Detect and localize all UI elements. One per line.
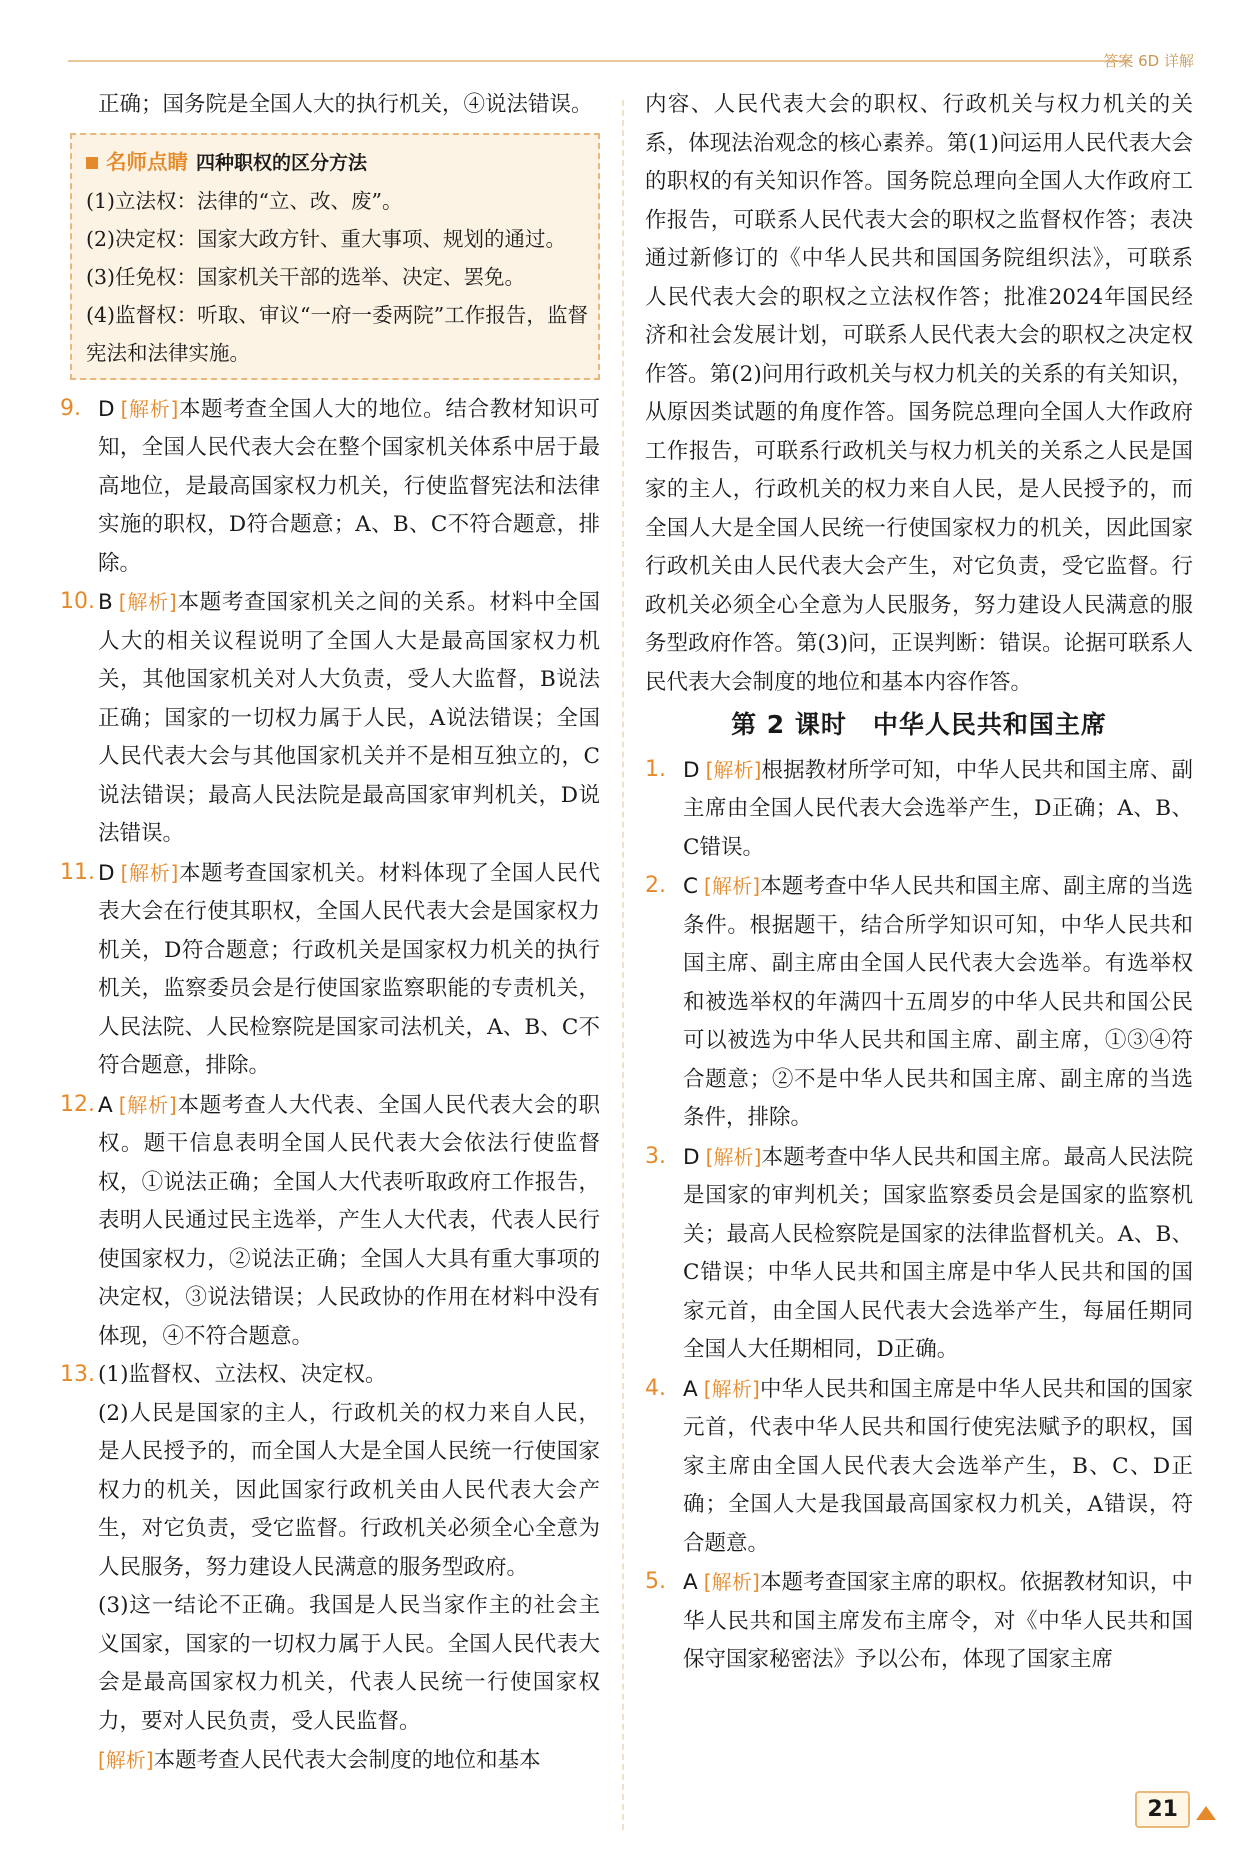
analysis-tag: [解析]: [703, 1570, 760, 1594]
analysis-tag: [解析]: [704, 874, 761, 898]
answer-letter: A: [683, 1570, 698, 1595]
question-number: 12.: [60, 1091, 95, 1117]
tip-bullet-icon: [86, 157, 98, 169]
answer-letter: D: [98, 396, 115, 422]
answer-part-3: (3)这一结论不正确。我国是人民当家作主的社会主义国家，国家的一切权力属于人民。全国人民代表大会是最高国家权力机关，代表人民统一行使国家权力，要对人民负责，受人民监督。: [98, 1593, 600, 1734]
answer-letter: C: [683, 874, 699, 899]
answer-part-analysis: [60, 1741, 600, 1781]
analysis-text: 本题考查中华人民共和国主席。最高人民法院是国家的审判机关；国家监察委员会是国家的监察机关；最高人民检察院是国家的法律监督机关。A、B、C错误；中华人民共和国主席是中华人民共和国的国家元首，由全国人民代表大会选举产生，每届任期同全国人大任期相同，D正确。: [683, 1144, 1193, 1362]
analysis-tag: [解析]: [118, 1092, 177, 1117]
column-divider: [622, 100, 624, 1830]
tip-box: [70, 133, 600, 380]
continued-analysis: 内容、人民代表大会的职权、行政机关与权力机关的关系，体现法治观念的核心素养。第(1)问运用人民代表大会的职权的有关知识作答。国务院总理向全国人大作政府工作报告，可联系人民代表大会的职权之监督权作答；表决通过新修订的《中华人民共和国国务院组织法》，可联系人民代表大会的职权之立法权作答；批准2024年国民经济和社会发展计划，可联系人民代表大会的职权之决定权作答。第(2)问用行政机关与权力机关的关系的有关知识，从原因类试题的角度作答。国务院总理向全国人大作政府工作报告，可联系行政机关与权力机关的关系之人民是国家的主人，行政机关的权力来自人民，是人民授予的，而全国人大是全国人民统一行使国家权力的机关，因此国家行政机关由人民代表大会产生，对它负责，受它监督。行政机关必须全心全意为人民服务，努力建设人民满意的服务型政府作答。第(3)问，正误判断：错误。论据可联系人民代表大会制度的地位和基本内容作答。: [645, 92, 1193, 695]
analysis-tag: [解析]: [120, 860, 179, 885]
tip-item: (3)任免权：国家机关干部的选举、决定、罢免。: [86, 264, 526, 289]
analysis-tag: [解析]: [118, 590, 177, 614]
answer-item-9: [60, 390, 600, 584]
tip-header: [86, 143, 588, 182]
answer-letter: B: [98, 590, 113, 615]
analysis-text: 根据教材所学可知，中华人民共和国主席、副主席由全国人民代表大会选举产生，D正确；A、B、C错误。: [683, 757, 1193, 860]
header-rule: [68, 60, 1130, 62]
analysis-text: 本题考查人大代表、全国人民代表大会的职权。题干信息表明全国人民代表大会依法行使监督权，①说法正确；全国人大代表听取政府工作报告，表明人民通过民主选举，产生人大代表，代表人民行使国家权力，②说法正确；全国人大具有重大事项的决定权，③说法错误；人民政协的作用在材料中没有体现，④不符合题意。: [98, 1092, 600, 1349]
analysis-tag: [解析]: [120, 396, 179, 421]
left-column: [60, 86, 600, 1781]
page-number: 21: [1135, 1791, 1190, 1828]
tip-title: 名师点睛: [106, 149, 188, 174]
answer-letter: D: [683, 757, 700, 783]
answer-item-12: [60, 1086, 600, 1357]
question-number: 2.: [645, 873, 666, 898]
analysis-text: 中华人民共和国主席是中华人民共和国的国家元首，代表中华人民共和国行使宪法赋予的职权，国家主席由全国人民代表大会选举产生，B、C、D正确；全国人大是我国最高国家权力机关，A错误，符合题意。: [683, 1376, 1193, 1556]
tip-item: (1)立法权：法律的“立、改、废”。: [86, 188, 403, 213]
header-label: 答案 6D 详解: [1103, 52, 1194, 70]
tip-item: (2)决定权：国家大政方针、重大事项、规划的通过。: [86, 226, 567, 251]
answer-letter: A: [683, 1376, 698, 1402]
intro-text: 正确；国务院是全国人大的执行机关，④说法错误。: [98, 92, 593, 117]
analysis-text: 本题考查全国人大的地位。结合教材知识可知，全国人民代表大会在整个国家机关体系中居于最高地位，是最高国家权力机关，行使监督宪法和法律实施的职权，D符合题意；A、B、C不符合题意，排除。: [98, 396, 600, 576]
answer-letter: D: [683, 1144, 700, 1170]
analysis-text: 本题考查人民代表大会制度的地位和基本: [153, 1748, 541, 1773]
answer-item-r2: [645, 867, 1193, 1138]
page-arrow-icon: [1196, 1806, 1216, 1820]
analysis-text: 本题考查国家机关之间的关系。材料中全国人大的相关议程说明了全国人大是最高国家权力机关，其他国家机关对人大负责，受人大监督，B说法正确；国家的一切权力属于人民，A说法错误；全国人民代表大会与其他国家机关并不是相互独立的，C说法错误；最高人民法院是最高国家审判机关，D说法错误。: [98, 590, 600, 846]
tip-item: (4)监督权：听取、审议“一府一委两院”工作报告，监督宪法和法律实施。: [86, 302, 588, 365]
right-column: [645, 86, 1193, 1680]
question-number: 5.: [645, 1569, 666, 1594]
lesson-title: 第 2 课时 中华人民共和国主席: [731, 710, 1107, 739]
answer-item-10: [60, 583, 600, 854]
question-number: 11.: [60, 859, 95, 885]
analysis-text: 本题考查国家主席的职权。依据教材知识，中华人民共和国主席发布主席令，对《中华人民共和国保守国家秘密法》予以公布，体现了国家主席: [683, 1570, 1193, 1672]
question-number: 13.: [60, 1362, 95, 1387]
answer-item-11: [60, 854, 600, 1086]
analysis-tag: [解析]: [703, 1376, 760, 1401]
analysis-text: 本题考查中华人民共和国主席、副主席的当选条件。根据题干，结合所学知识可知，中华人民共和国主席、副主席由全国人民代表大会选举。有选举权和被选举权的年满四十五周岁的中华人民共和国公民可以被选为中华人民共和国主席、副主席，①③④符合题意；②不是中华人民共和国主席、副主席的当选条件，排除。: [683, 874, 1193, 1130]
question-number: 10.: [60, 589, 95, 614]
answer-letter: D: [98, 860, 115, 886]
answer-item-r1: [645, 751, 1193, 868]
question-number: 9.: [60, 395, 81, 421]
question-number: 4.: [645, 1375, 666, 1401]
question-number: 3.: [645, 1143, 666, 1169]
analysis-tag: [解析]: [705, 757, 762, 782]
analysis-tag: [解析]: [98, 1748, 154, 1772]
answer-part-1: (1)监督权、立法权、决定权。: [98, 1362, 387, 1387]
analysis-tag: [解析]: [705, 1144, 762, 1169]
answer-letter: A: [98, 1092, 113, 1118]
answer-item-r4: [645, 1370, 1193, 1564]
analysis-text: 本题考查国家机关。材料体现了全国人民代表大会在行使其职权，全国人民代表大会是国家权力机关，D符合题意；行政机关是国家权力机关的执行机关，监察委员会是行使国家监察职能的专责机关，人民法院、人民检察院是国家司法机关，A、B、C不符合题意，排除。: [98, 860, 600, 1078]
answer-item-13: [60, 1356, 600, 1395]
tip-subtitle: 四种职权的区分方法: [196, 151, 368, 174]
answer-item-r5: [645, 1563, 1193, 1680]
answer-part-2: (2)人民是国家的主人，行政机关的权力来自人民，是人民授予的，而全国人大是全国人民统一行使国家权力的机关，因此国家行政机关由人民代表大会产生，对它负责，受它监督。行政机关必须全心全意为人民服务，努力建设人民满意的服务型政府。: [98, 1400, 600, 1580]
question-number: 1.: [645, 756, 666, 782]
answer-item-r3: [645, 1138, 1193, 1370]
